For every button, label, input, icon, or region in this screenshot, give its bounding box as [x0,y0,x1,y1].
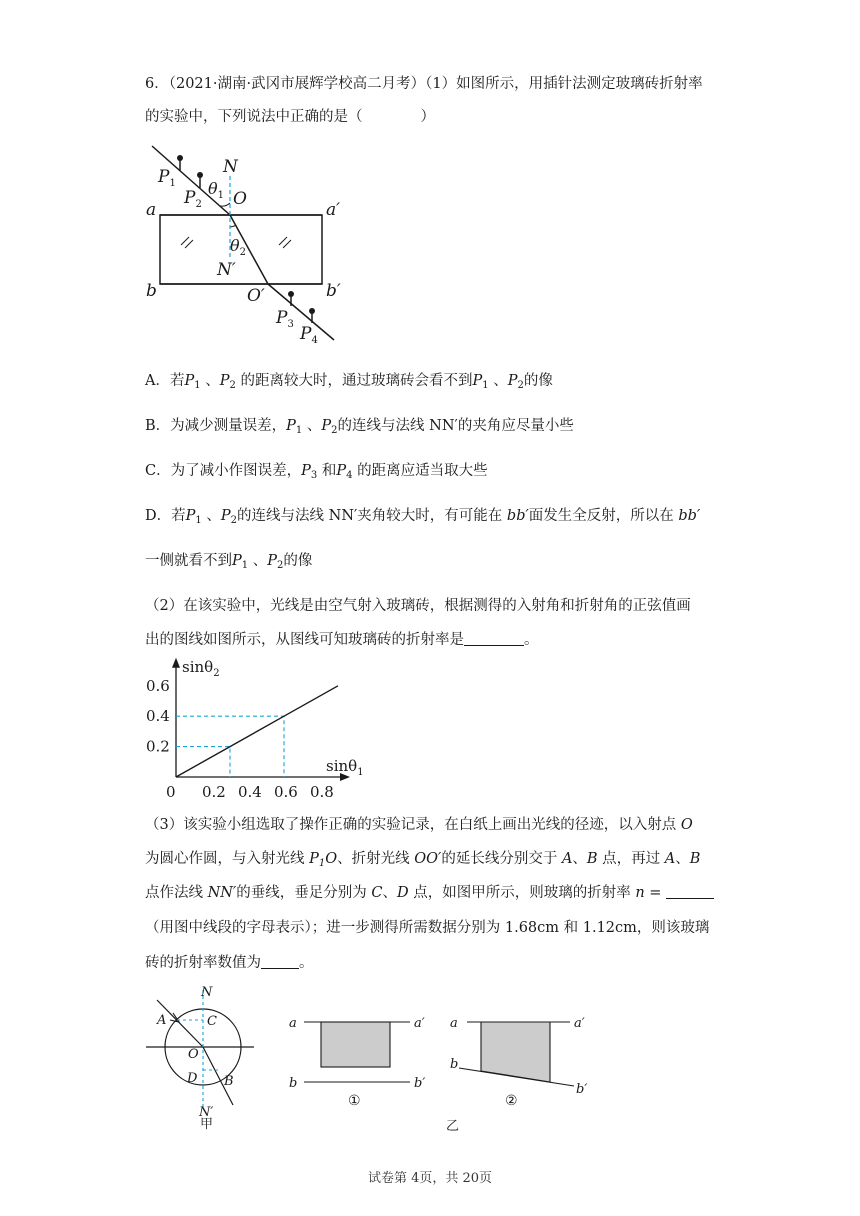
svg-text:②: ② [505,1093,518,1109]
part3-line3: 点作法线 NN′的垂线，垂足分别为 C、D 点，如图甲所示，则玻璃的折射率 n = [145,883,714,903]
part3-line4: （用图中线段的字母表示）；进一步测得所需数据分别为 1.68cm 和 1.12cm，则该玻璃 [145,920,710,936]
answer-blank-n[interactable] [464,631,524,646]
svg-text:O′: O′ [247,286,265,306]
answer-blank-value[interactable] [261,954,299,969]
option-d[interactable]: D．若$P_1$ 、$P_2$的连线与法线 NN′夹角较大时，有可能在 bb′面发生全反射，所以在 bb′ [145,508,701,526]
svg-text:N′: N′ [217,260,236,280]
x-tick-label: 0.4 [238,783,262,801]
part2-line1: （2）在该实验中，光线是由空气射入玻璃砖，根据测得的入射角和折射角的正弦值画 [145,598,691,614]
glass-block-2 [481,1022,550,1082]
svg-text:N: N [201,985,213,1000]
option-c[interactable]: C．为了减小作图误差，$P_3$ 和$P_4$ 的距离应适当取大些 [145,463,488,481]
svg-text:b′: b′ [326,281,341,301]
svg-text:P2: $P_2$ [184,188,202,210]
svg-text:a: a [289,1016,297,1031]
question-stem-line2: 的实验中，下列说法中正确的是（ ） [145,109,435,125]
svg-text:b: b [450,1057,459,1072]
svg-text:O: O [233,189,247,209]
y-tick-label: 0.4 [146,707,170,726]
x-tick-label: 0.6 [274,783,298,801]
page-footer: 试卷第 4页，共 20页 [367,1171,493,1186]
svg-text:a: a [450,1016,458,1031]
svg-text:b′: b′ [414,1076,426,1091]
svg-text:a′: a′ [414,1016,425,1031]
svg-text:b: b [289,1076,298,1091]
part3-line5: 砖的折射率数值为 。 [145,955,314,971]
y-tick-label: 0.6 [146,676,170,695]
svg-text:a′: a′ [326,200,340,220]
option-a[interactable]: A．若$P_1$ 、$P_2$ 的距离较大时，通过玻璃砖会看不到$P_1$ 、$P_2$的像 [145,373,553,391]
svg-text:①: ① [348,1093,361,1109]
part2-line2: 出的图线如图所示，从图线可知玻璃砖的折射率是 。 [145,632,539,648]
svg-text:a: a [146,200,157,220]
y-tick-label: 0.2 [146,737,170,756]
y-axis-arrow [172,658,180,668]
answer-blank-formula[interactable] [666,884,714,899]
svg-text:b: b [146,281,157,301]
x-tick-label: 0.2 [202,783,226,801]
sine-chart [140,655,380,805]
glass-block-1 [321,1022,390,1067]
pin-p3 [288,291,294,297]
option-d-line2: 一侧就看不到$P_1$ 、$P_2$的像 [145,553,313,571]
svg-text:θ1: $\theta_1$ [208,179,225,201]
y-axis-label: sinθ$_2$ [182,657,220,679]
data-line [176,686,338,777]
svg-text:P3: $P_3$ [276,308,294,330]
figure-circle-and-blocks [140,978,600,1138]
svg-text:θ2: $\theta_2$ [230,236,247,258]
svg-text:乙: 乙 [446,1119,460,1134]
svg-text:b′: b′ [576,1082,588,1097]
svg-text:D: D [187,1071,198,1086]
svg-text:P4: $P_4$ [300,324,318,346]
svg-text:N: N [223,157,238,177]
part3-line1: （3）该实验小组选取了操作正确的实验记录，在白纸上画出光线的径迹，以入射点 O [145,817,693,833]
pin-p1 [177,155,183,161]
svg-text:a′: a′ [574,1016,585,1031]
svg-text:A: A [157,1013,167,1028]
svg-text:C: C [207,1014,217,1029]
svg-text:N′: N′ [199,1105,214,1120]
option-b[interactable]: B．为减少测量误差，$P_1$ 、$P_2$的连线与法线 NN′的夹角应尽量小些 [145,418,574,436]
svg-text:B: B [224,1074,234,1089]
svg-text:P1: $P_1$ [158,167,176,189]
svg-text:甲: 甲 [200,1117,214,1132]
part3-line2: 为圆心作圆，与入射光线 $P_1O$、折射光线 OO′的延长线分别交于 A、B 点，再过 A、B [145,851,701,869]
figure-glass-block [140,140,350,360]
pin-p2 [197,172,203,178]
x-tick-label: 0 [166,783,176,801]
x-tick-label: 0.8 [310,783,334,801]
pin-p4 [309,308,315,314]
x-axis-label: sinθ$_1$ [326,757,364,778]
question-stem-line1: 6．（2021·湖南·武冈市展辉学校高二月考）（1）如图所示，用插针法测定玻璃砖折射率 [145,76,703,92]
svg-text:O: O [188,1047,199,1062]
